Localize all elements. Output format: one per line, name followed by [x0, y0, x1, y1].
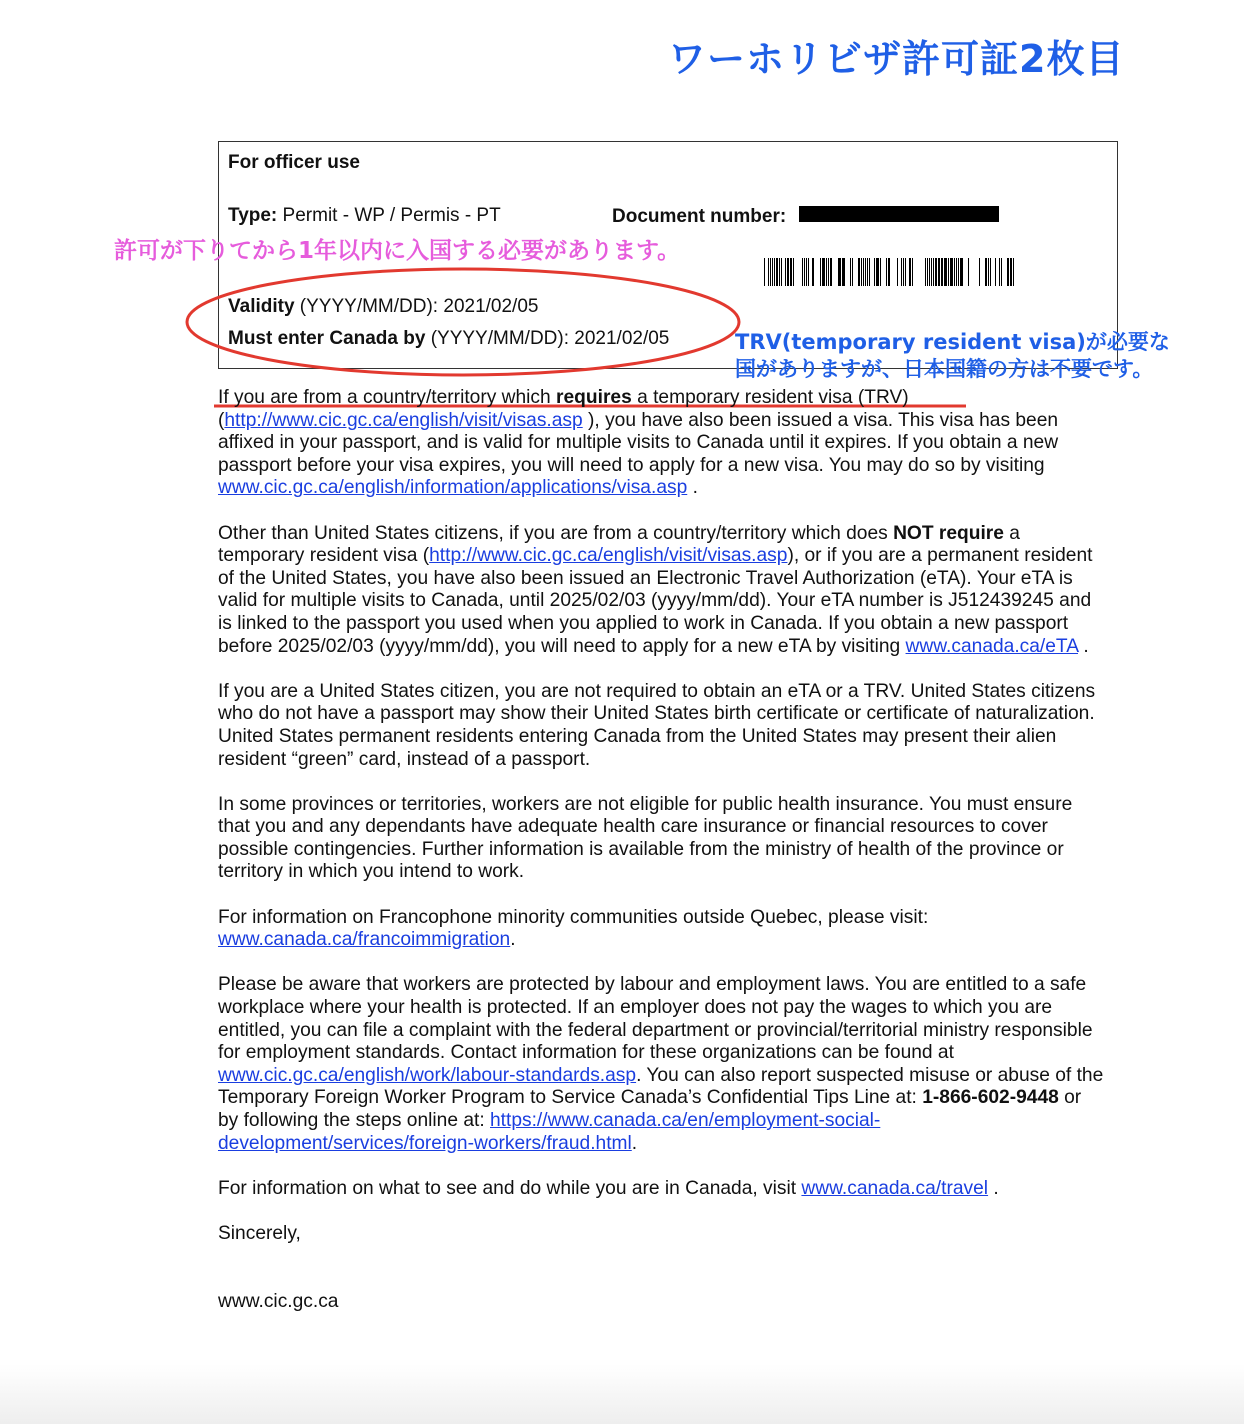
barcode-bar [850, 258, 851, 286]
letter-body [218, 387, 1106, 1336]
barcode [764, 258, 1026, 286]
enter-value: 2021/02/05 [574, 328, 670, 349]
barcode-bar [1001, 258, 1002, 286]
barcode-bar [770, 258, 771, 286]
permit-type [228, 205, 501, 227]
document-number-label: Document number: [612, 206, 787, 227]
barcode-bar [938, 258, 940, 286]
type-value: Permit - WP / Permis - PT [277, 205, 501, 226]
barcode-bar [781, 258, 782, 286]
barcode-bar [861, 258, 862, 286]
text: ), or if you are a permanent resident of the United States, you have also been issued an Electronic Travel Authorization (eTA). Your eTA is valid for multiple visits to Canada, until 2025/02/03 (yyyy/mm/dd). Your eTA number is J512439245 and is linked to the passport you used when you applied to work in Canada. If you obtain a new passport before 2025/02/03 (yyyy/mm/dd), you will need to apply for a new eTA by visiting [218, 545, 1093, 657]
barcode-bar [929, 258, 930, 286]
paragraph-visa [218, 387, 1106, 500]
enter-label: Must enter Canada by [228, 328, 426, 349]
validity-value: 2021/02/05 [443, 296, 539, 317]
barcode-bar [774, 258, 775, 286]
text: For information on Francophone minority communities outside Quebec, please visit: [218, 906, 929, 928]
barcode-bar [905, 258, 906, 286]
barcode-bar [995, 258, 996, 286]
barcode-bar [880, 258, 881, 286]
barcode-bar [1013, 258, 1014, 286]
barcode-bar [979, 258, 980, 286]
barcode-bar [842, 258, 845, 286]
barcode-bar [968, 258, 969, 286]
barcode-bar [909, 258, 911, 286]
barcode-bar [956, 258, 957, 286]
barcode-bar [874, 258, 875, 286]
validity-format: (YYYY/MM/DD): [294, 296, 444, 317]
barcode-bar [863, 258, 864, 286]
trv-note [735, 329, 1170, 383]
barcode-bar [790, 258, 792, 286]
labour-standards-link[interactable]: www.cic.gc.ca/english/work/labour-standards.asp [218, 1064, 637, 1086]
barcode-bar [985, 258, 987, 286]
barcode-bar [944, 258, 947, 286]
barcode-bar [888, 258, 890, 286]
visas-link[interactable]: http://www.cic.gc.ca/english/visit/visas.asp [429, 545, 788, 567]
barcode-bar [820, 258, 821, 286]
barcode-bar [768, 258, 769, 286]
barcode-bar [960, 258, 963, 286]
barcode-bar [990, 258, 991, 286]
barcode-bar [999, 258, 1000, 286]
page-title: ワーホリビザ許可証2枚目 [668, 37, 1125, 81]
barcode-bar [858, 258, 860, 286]
bold-text: NOT require [893, 522, 1004, 544]
barcode-bar [802, 258, 803, 286]
text: a temporary resident visa (TRV) ( [218, 387, 909, 431]
paragraph-health-insurance: In some provinces or territories, workers are not eligible for public health insurance. You must ensure that you and any dependants have adequate health care insurance or financial resources to cover possible contingencies. Further information is available from the ministry of health of the province or territory in which you intend to work. [218, 793, 1073, 883]
barcode-bar [812, 258, 814, 286]
barcode-bar [822, 258, 825, 286]
closing: Sincerely, [218, 1222, 301, 1244]
francoimmigration-link[interactable]: www.canada.ca/francoimmigration [218, 929, 511, 951]
text: If you are from a country/territory which [218, 387, 557, 408]
trv-note-line2: 国がありますが、日本国籍の方は不要です。 [735, 357, 1154, 381]
paragraph-labour-laws [218, 974, 1106, 1155]
barcode-bar [912, 258, 913, 286]
barcode-bar [903, 258, 904, 286]
barcode-bar [804, 258, 805, 286]
enter-format: (YYYY/MM/DD): [425, 328, 575, 349]
text: . [631, 1132, 638, 1154]
barcode-bar [793, 258, 794, 286]
validity-label: Validity [228, 296, 295, 317]
visa-application-link[interactable]: www.cic.gc.ca/english/information/applications/visa.asp [218, 477, 688, 499]
barcode-bar [988, 258, 989, 286]
barcode-bar [869, 258, 870, 286]
barcode-bar [927, 258, 928, 286]
barcode-bar [772, 258, 773, 286]
barcode-bar [808, 258, 809, 286]
text: . [687, 477, 698, 499]
barcode-bar [933, 258, 934, 286]
text: . You can also report suspected misuse or abuse of the Temporary Foreign Worker Program to Service Canada’s Confidential Tips Line at: [218, 1064, 1104, 1109]
bold-text: requires [556, 387, 632, 408]
barcode-bar [901, 258, 902, 286]
barcode-bar [764, 258, 765, 286]
travel-link[interactable]: www.canada.ca/travel [801, 1177, 989, 1199]
redacted-document-number [799, 206, 999, 222]
trv-note-line1: TRV(temporary resident visa)が必要な [735, 330, 1170, 354]
barcode-bar [787, 258, 789, 286]
barcode-bar [954, 258, 955, 286]
barcode-bar [886, 258, 887, 286]
barcode-bar [931, 258, 932, 286]
barcode-bar [876, 258, 879, 286]
barcode-bar [925, 258, 926, 286]
barcode-bar [852, 258, 853, 286]
barcode-bar [826, 258, 827, 286]
visas-link[interactable]: http://www.cic.gc.ca/english/visit/visas.asp [224, 409, 583, 431]
barcode-bar [1010, 258, 1012, 286]
barcode-bar [776, 258, 778, 286]
barcode-bar [950, 258, 953, 286]
text: . [510, 929, 516, 951]
barcode-bar [948, 258, 949, 286]
barcode-bar [865, 258, 866, 286]
barcode-bar [785, 258, 786, 286]
paragraph-travel [218, 1178, 1106, 1201]
paragraph-francophone [218, 907, 1106, 952]
text: or by following the steps online at: [218, 1087, 1082, 1131]
paragraph-eta [218, 523, 1106, 659]
entry-deadline-note: 許可が下りてから1年以内に入国する必要があります。 [114, 238, 681, 264]
barcode-bar [1007, 258, 1009, 286]
barcode-bar [935, 258, 937, 286]
barcode-bar [806, 258, 807, 286]
barcode-bar [830, 258, 832, 286]
page-bottom-shadow [0, 1364, 1244, 1424]
barcode-bar [941, 258, 943, 286]
tips-line-number: 1-866-602-9448 [922, 1087, 1059, 1109]
fraud-report-link[interactable]: https://www.canada.ca/en/employment-social-development/services/foreign-workers/fraud.html [218, 1110, 881, 1154]
text: For information on what to see and do while you are in Canada, visit [218, 1177, 802, 1199]
text: Please be aware that workers are protected by labour and employment laws. You are entitled to a safe workplace where your health is protected. If an employer does not pay the wages to which you are entitled, you can file a complaint with the federal department or provincial/territorial ministry responsible for employment standards. Contact information for these organizations can be found at [218, 974, 1093, 1064]
barcode-bar [958, 258, 959, 286]
footer-url: www.cic.gc.ca [218, 1290, 339, 1312]
validity-highlight-ellipse [184, 266, 742, 378]
paragraph-us-citizen: If you are a United States citizen, you are not required to obtain an eTA or a TRV. United States citizens who do not have a passport may show their United States birth certificate or certificate of naturalization. United States permanent residents entering Canada from the United States may present their alien resident “green” card, instead of a passport. [218, 680, 1096, 770]
text: ), you have also been issued a visa. This visa has been affixed in your passport, and is valid for multiple visits to Canada until it expires. If you obtain a new passport before your visa expires, you will need to apply for a new visa. You may do so by visiting [218, 409, 1059, 476]
eta-link[interactable]: www.canada.ca/eTA [905, 635, 1078, 657]
barcode-bar [867, 258, 868, 286]
type-label: Type: [228, 205, 278, 226]
barcode-bar [828, 258, 829, 286]
text: . [988, 1177, 999, 1199]
barcode-bar [779, 258, 780, 286]
text: a temporary resident visa ( [218, 522, 1020, 567]
text: Other than United States citizens, if you are from a country/territory which does [218, 522, 894, 544]
officer-heading: For officer use [228, 152, 360, 173]
barcode-bar [897, 258, 898, 286]
text: . [1077, 635, 1089, 657]
barcode-bar [838, 258, 841, 286]
